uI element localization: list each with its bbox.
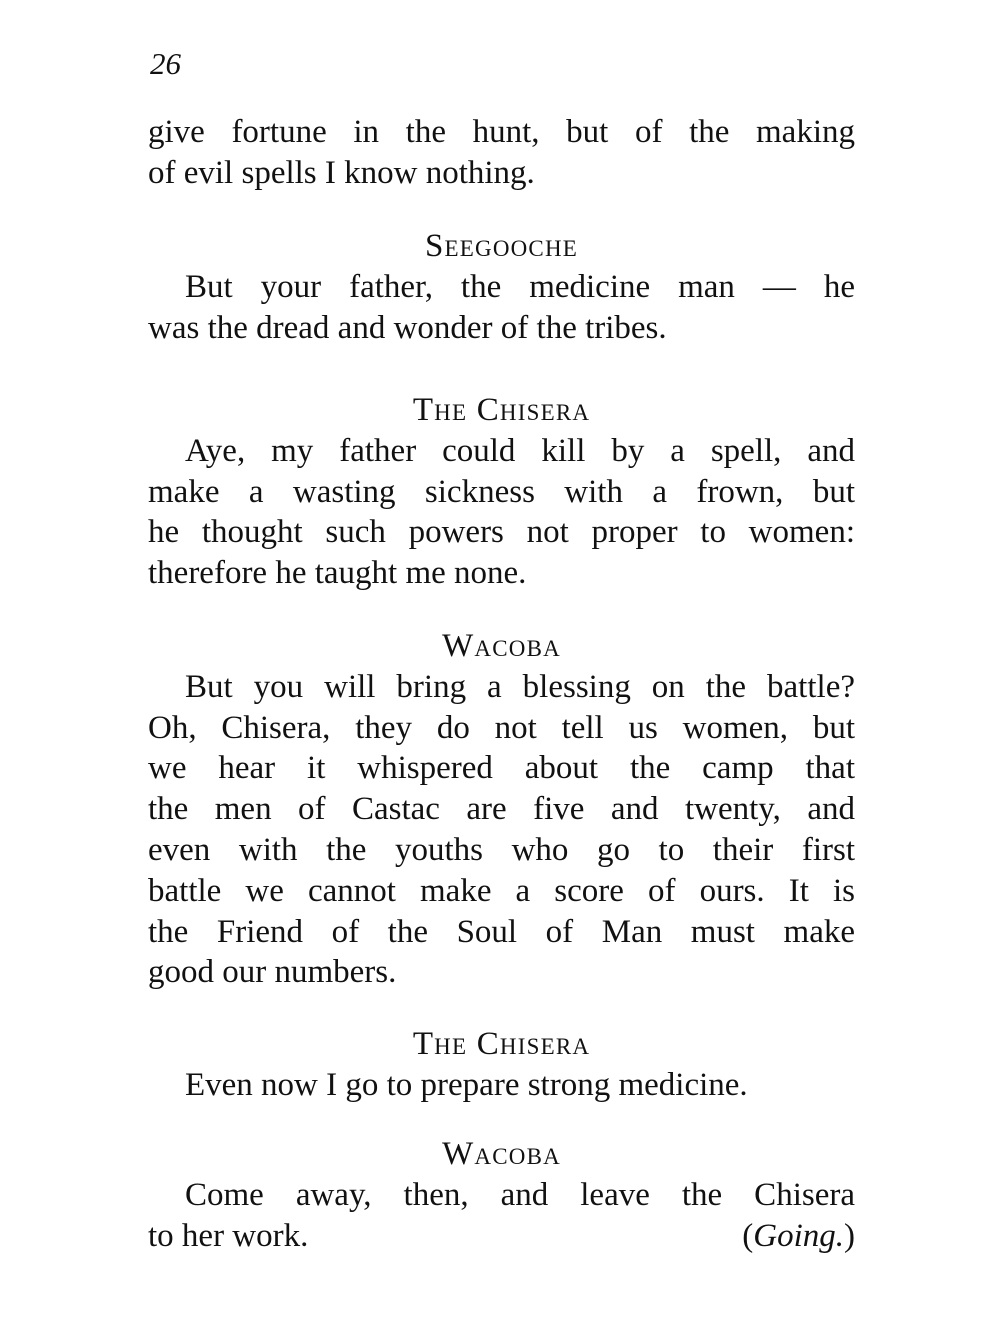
text-line: But you will bring a blessing on the battle? [185,668,855,705]
speaker-name: The Chisera [412,1026,591,1062]
speech-wacoba-2 [148,1134,855,1256]
speech-seegooche [148,226,855,348]
text-line: give fortune in the hunt, but of the making [148,114,855,150]
text-line: he thought such powers not proper to women: [148,514,855,551]
text-line: But your father, the medicine man — he [185,268,855,305]
text-line: Even now I go to prepare strong medicine. [185,1066,748,1103]
text-line: therefore he taught me none. [148,555,527,592]
stage-direction-open-paren: ( [742,1217,754,1254]
speech-chisera-1 [148,390,855,594]
speaker-name: Wacoba [442,628,561,664]
text-line: even with the youths who go to their first [148,831,855,868]
page-number: 26 [150,46,181,81]
opening-paragraph [148,112,855,194]
stage-direction-text: Going. [753,1217,844,1254]
text-line: the Friend of the Soul of Man must make [148,913,855,950]
text-line: good our numbers. [148,954,397,991]
text-line: make a wasting sickness with a frown, but [148,473,855,510]
speech-wacoba-1 [148,626,855,993]
text-line: Come away, then, and leave the Chisera [185,1176,855,1213]
text-line: was the dread and wonder of the tribes. [148,309,667,346]
text-line: of evil spells I know nothing. [148,154,535,191]
text-line: Aye, my father could kill by a spell, and [185,432,855,469]
speech-chisera-2 [148,1024,855,1106]
speaker-name: The Chisera [412,392,591,428]
text-line: the men of Castac are five and twenty, and [148,791,855,828]
speaker-name: Wacoba [442,1136,561,1172]
stage-direction-close-paren: ) [844,1217,855,1254]
text-line: battle we cannot make a score of ours. It is [148,872,855,909]
stage-direction [742,1216,855,1257]
text-line: we hear it whispered about the camp that [148,750,855,787]
final-line-with-stage-direction [148,1216,855,1257]
speaker-name: Seegooche [424,228,579,264]
text-line: to her work. [148,1217,309,1254]
text-line: Oh, Chisera, they do not tell us women, but [148,709,855,746]
